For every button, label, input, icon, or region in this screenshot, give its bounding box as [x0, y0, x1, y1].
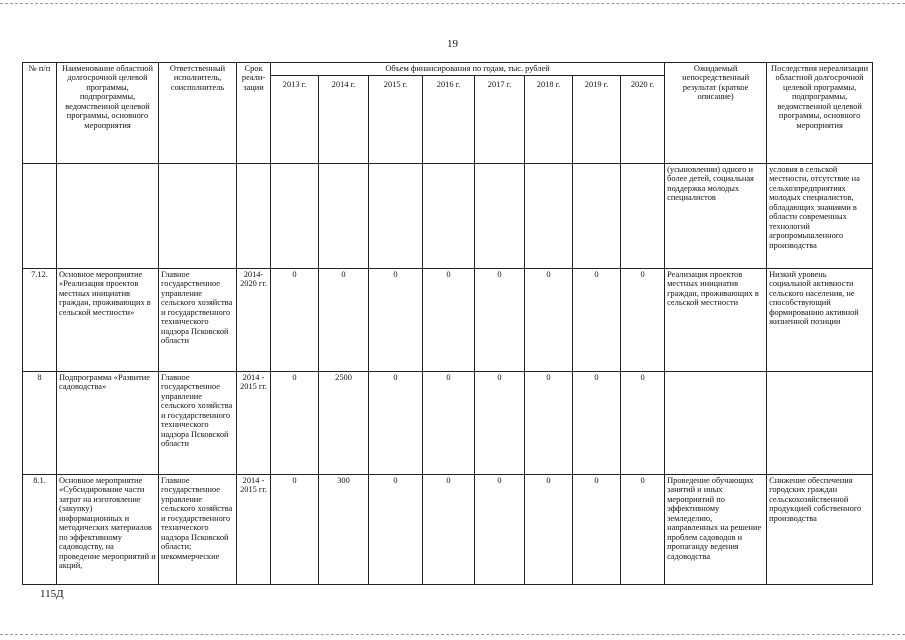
header-year: 2015 г. [369, 76, 423, 164]
cell-consequences: условия в сельской местности, отсутствие на сельхозпредприятиях молодых специалистов, обладающих знаниями в области современных технологий агропромышленного производства [767, 164, 873, 269]
cell-responsible [159, 164, 237, 269]
header-consequences: Последствия нереализации областной долгосрочной целевой программы, подпрограммы, ведомственной целевой программы, основного мероприятия [767, 63, 873, 164]
cell-num: 8.1. [23, 475, 57, 585]
cell-value [621, 164, 665, 269]
cell-value [475, 164, 525, 269]
cell-value [271, 164, 319, 269]
cell-value: 0 [573, 372, 621, 475]
cell-value: 0 [369, 475, 423, 585]
header-financing: Объем финансирования по годам, тыс. рублей [271, 63, 665, 76]
header-year: 2019 г. [573, 76, 621, 164]
table-row-7-12 [23, 269, 873, 372]
cell-responsible: Главное государственное управление сельского хозяйства и государственного технического надзора Псковской области; некоммерческие [159, 475, 237, 585]
cell-period: 2014 - 2015 гг. [237, 372, 271, 475]
cell-period: 2014 - 2015 гг. [237, 475, 271, 585]
header-period: Срок реали-зации [237, 63, 271, 164]
cell-value: 0 [525, 269, 573, 372]
cell-value: 0 [271, 475, 319, 585]
cell-responsible: Главное государственное управление сельского хозяйства и государственного технического надзора Псковской области [159, 269, 237, 372]
cell-value: 0 [271, 269, 319, 372]
table-row-8 [23, 372, 873, 475]
cell-expected: Реализация проектов местных инициатив граждан, проживающих в сельской местности [665, 269, 767, 372]
cell-value [525, 164, 573, 269]
cell-expected [665, 372, 767, 475]
header-year: 2018 г. [525, 76, 573, 164]
cell-consequences [767, 372, 873, 475]
scan-edge-top [0, 3, 905, 4]
header-name: Наименование областной долгосрочной целевой программы, подпрограммы, ведомственной целевой программы, основного мероприятия [57, 63, 159, 164]
cell-name [57, 164, 159, 269]
cell-consequences: Снижение обеспечения городских граждан сельскохозяйственной продукцией собственного производства [767, 475, 873, 585]
cell-value: 0 [573, 475, 621, 585]
header-year: 2020 г. [621, 76, 665, 164]
cell-value: 0 [423, 475, 475, 585]
cell-period [237, 164, 271, 269]
cell-value: 0 [621, 372, 665, 475]
cell-value [573, 164, 621, 269]
cell-name: Основное мероприятие «Реализация проектов местных инициатив граждан, проживающих в сельской местности» [57, 269, 159, 372]
cell-value: 0 [423, 372, 475, 475]
header-year: 2013 г. [271, 76, 319, 164]
header-num: № п/п [23, 63, 57, 164]
header-expected: Ожидаемый непосредственный результат (краткое описание) [665, 63, 767, 164]
cell-value [319, 164, 369, 269]
footer-code: 115Д [40, 588, 64, 600]
cell-value: 0 [423, 269, 475, 372]
program-table [22, 62, 873, 585]
header-year: 2016 г. [423, 76, 475, 164]
header-year: 2017 г. [475, 76, 525, 164]
cell-value [369, 164, 423, 269]
cell-value: 0 [525, 372, 573, 475]
cell-period: 2014-2020 гг. [237, 269, 271, 372]
cell-value: 0 [475, 372, 525, 475]
cell-value: 0 [369, 269, 423, 372]
cell-value [423, 164, 475, 269]
scan-edge-bottom [0, 634, 905, 635]
cell-value: 0 [475, 475, 525, 585]
table-row-continuation [23, 164, 873, 269]
header-row-top [23, 63, 873, 76]
cell-responsible: Главное государственное управление сельского хозяйства и государственного технического надзора Псковской области [159, 372, 237, 475]
cell-value: 0 [525, 475, 573, 585]
cell-value: 300 [319, 475, 369, 585]
cell-num: 8 [23, 372, 57, 475]
cell-name: Основное мероприятие «Субсидирование части затрат на изготовление (закупку) информационных и методических материалов по эффективному садоводству, на проведение мероприятий и акций, [57, 475, 159, 585]
page-number: 19 [447, 38, 458, 50]
cell-value: 0 [369, 372, 423, 475]
header-responsible: Ответственный исполнитель, соисполнитель [159, 63, 237, 164]
cell-expected: (усыновлении) одного и более детей, социальная поддержка молодых специалистов [665, 164, 767, 269]
cell-value: 0 [573, 269, 621, 372]
cell-value: 0 [475, 269, 525, 372]
cell-value: 0 [319, 269, 369, 372]
cell-value: 0 [621, 269, 665, 372]
cell-value: 2500 [319, 372, 369, 475]
cell-value: 0 [271, 372, 319, 475]
cell-expected: Проведение обучающих занятий и иных мероприятий по эффективному земледелию, направленных на решение проблем садоводов и пропаганду ведения садоводства [665, 475, 767, 585]
cell-consequences: Низкий уровень социальной активности сельского населения, не способствующий формированию активной жизненной позиции [767, 269, 873, 372]
cell-num [23, 164, 57, 269]
cell-num: 7.12. [23, 269, 57, 372]
header-year: 2014 г. [319, 76, 369, 164]
cell-name: Подпрограмма «Развитие садоводства» [57, 372, 159, 475]
cell-value: 0 [621, 475, 665, 585]
table-row-8-1 [23, 475, 873, 585]
